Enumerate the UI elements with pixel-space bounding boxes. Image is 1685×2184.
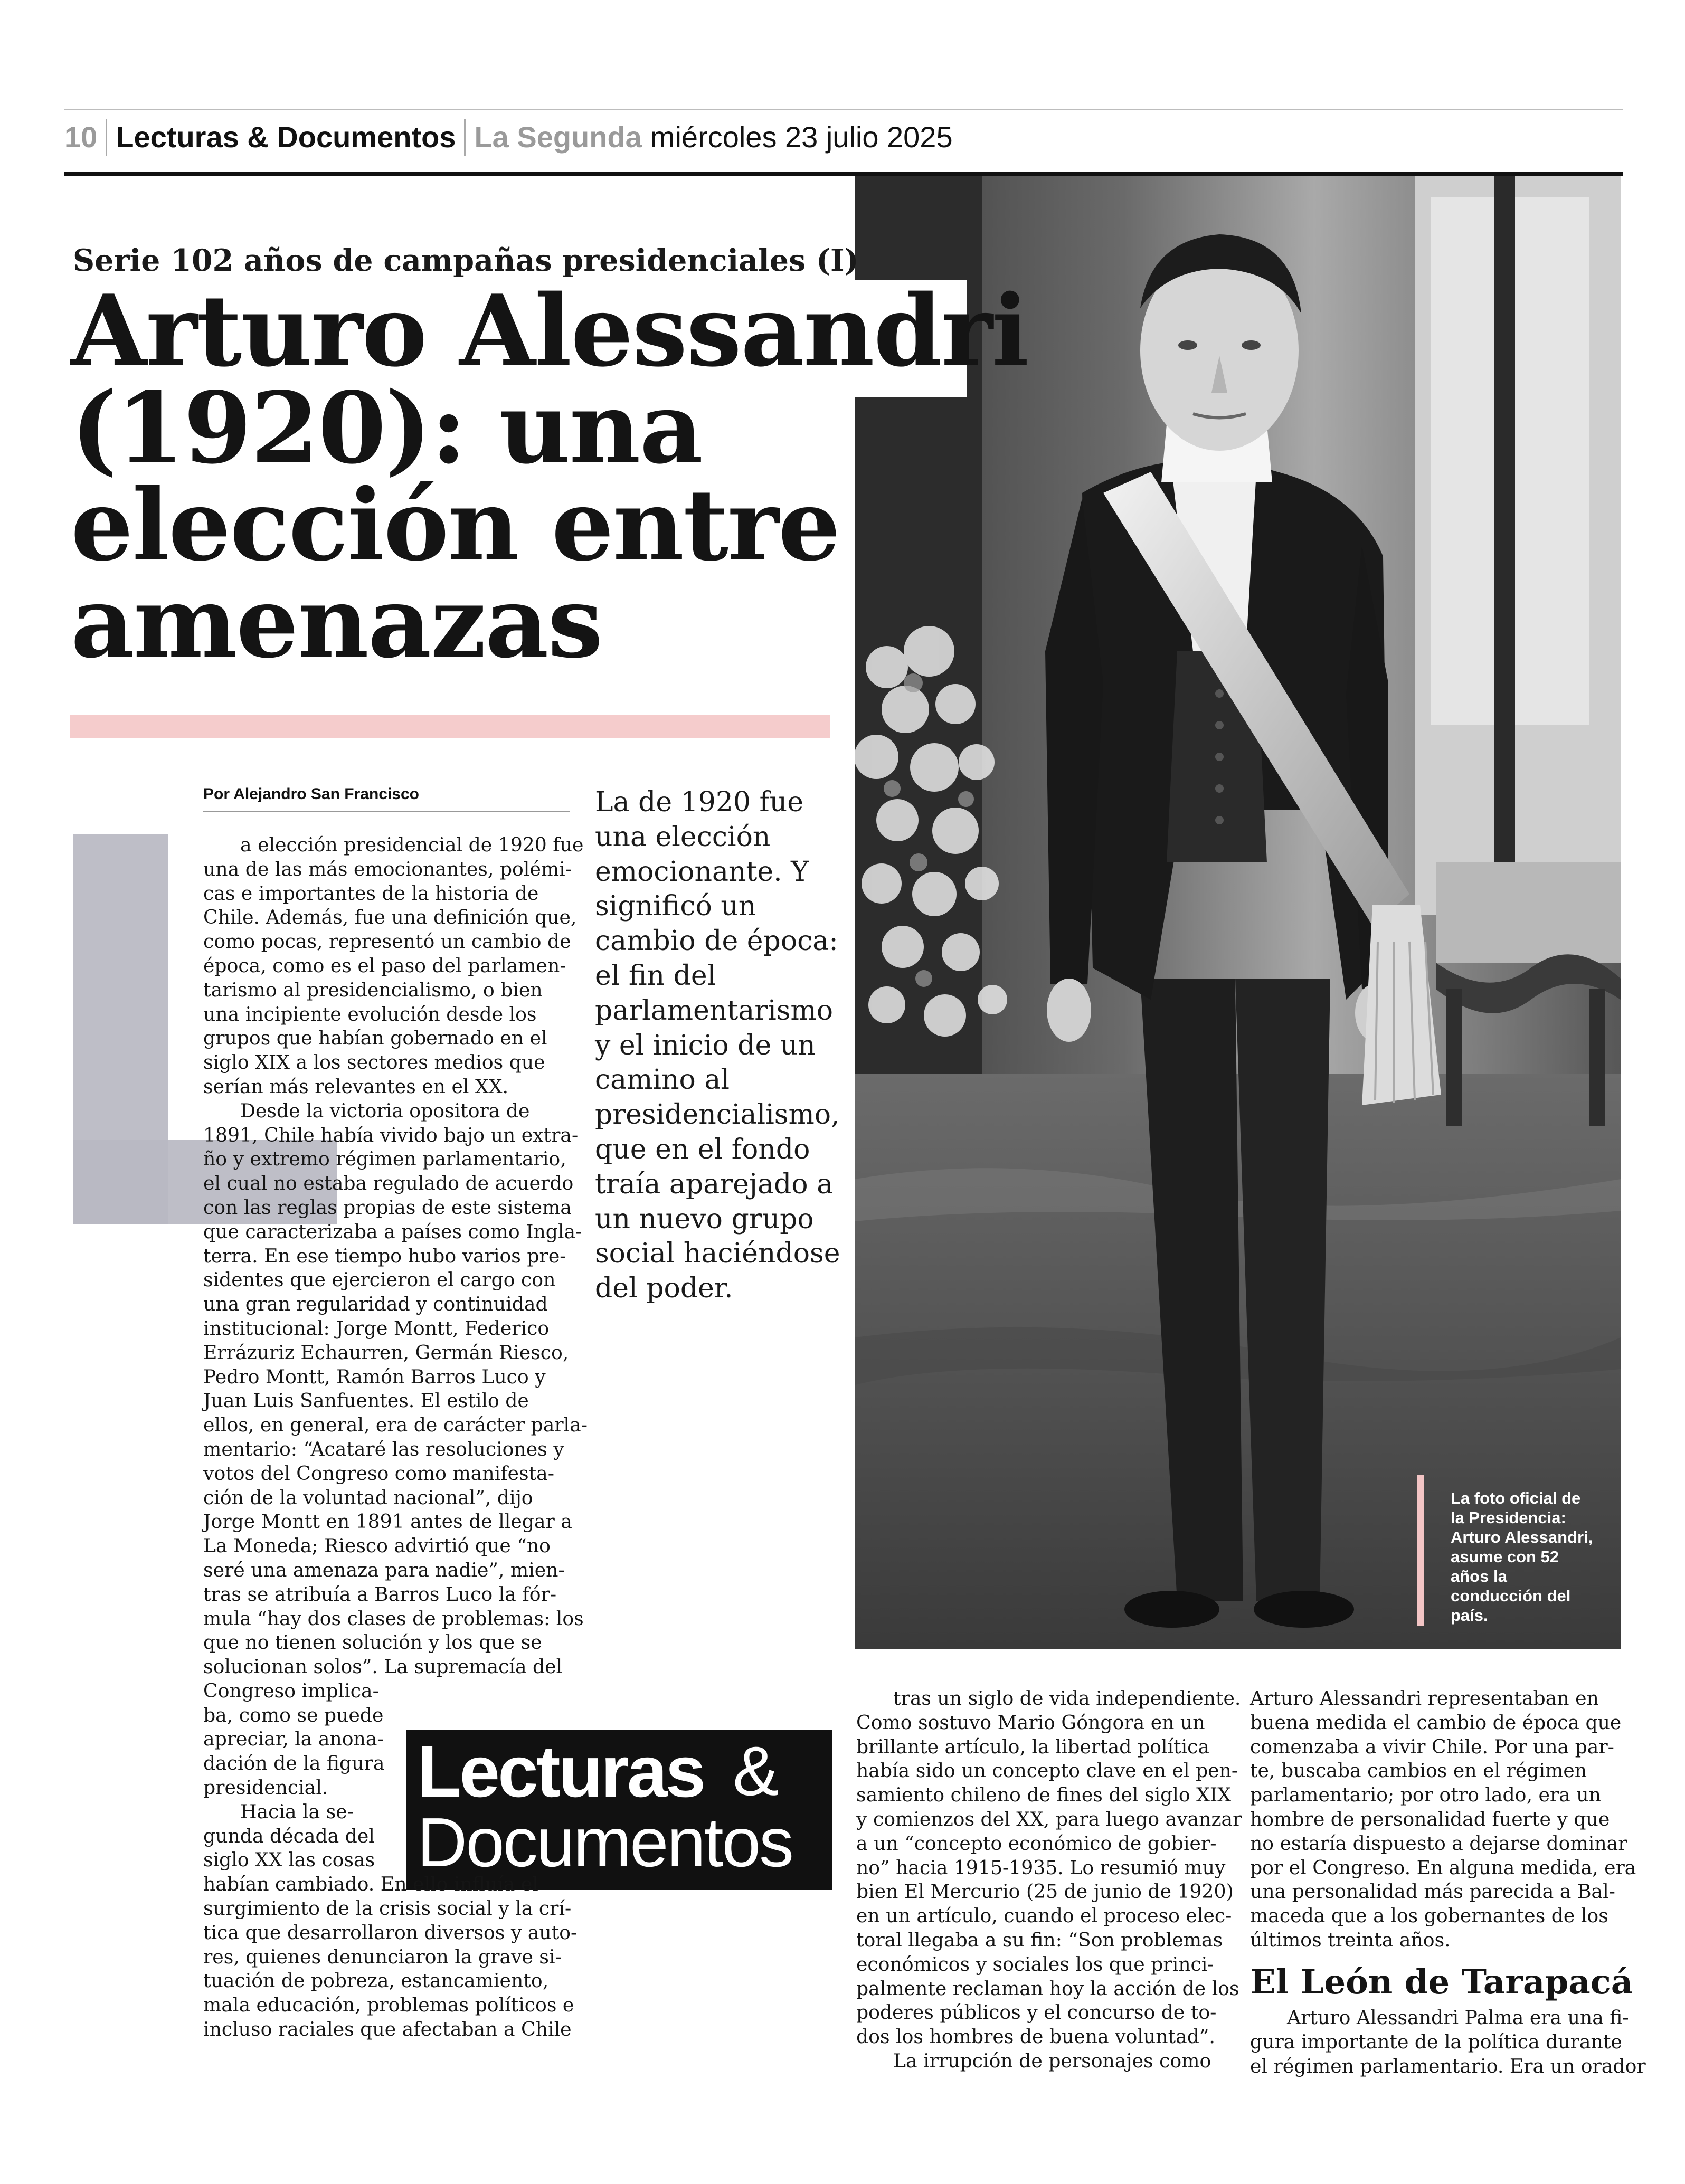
text-line: poderes públicos y el concurso de to-: [856, 2001, 1217, 2024]
text-line: ción de la voluntad nacional”, dijo: [203, 1486, 533, 1509]
caption-line: asume con 52: [1451, 1547, 1559, 1566]
headline-line: elección entre: [71, 467, 840, 583]
text-line: institucional: Jorge Montt, Federico: [203, 1316, 550, 1340]
article-kicker: Serie 102 años de campañas presidenciales (I): [73, 243, 859, 278]
caption-line: Arturo Alessandri,: [1451, 1528, 1593, 1546]
text-line: Arturo Alessandri Palma era una fi-: [1287, 2006, 1629, 2029]
text-line: terra. En ese tiempo hubo varios pre-: [203, 1244, 566, 1267]
header-divider: [106, 119, 107, 156]
paragraph: [203, 833, 588, 1099]
text-line: por el Congreso. En alguna medida, era: [1250, 1856, 1636, 1879]
section-name: Lecturas & Documentos: [116, 120, 456, 154]
pull-quote: [595, 785, 840, 1306]
photo-caption: [1451, 1488, 1617, 1625]
text-line: buena medida el cambio de época que: [1250, 1711, 1622, 1734]
caption-line: país.: [1451, 1606, 1488, 1625]
text-line: Arturo Alessandri representaban en: [1250, 1687, 1599, 1710]
newspaper-name: La Segunda: [474, 120, 642, 154]
header-divider: [464, 119, 466, 156]
caption-line: La foto oficial de: [1451, 1489, 1581, 1507]
text-line: Jorge Montt en 1891 antes de llegar a: [203, 1510, 572, 1533]
text-line: parlamentario; por otro lado, era un: [1250, 1783, 1601, 1807]
text-line: maceda que a los gobernantes de los: [1250, 1904, 1608, 1927]
issue-date: miércoles 23 julio 2025: [650, 120, 953, 154]
text-line: grupos que habían gobernado en el: [203, 1027, 547, 1050]
text-line: tras se atribuía a Barros Luco la fór-: [203, 1582, 557, 1606]
text-line: solucionan solos”. La supremacía del: [203, 1655, 563, 1678]
text-line: te, buscaba cambios en el régimen: [1250, 1759, 1587, 1782]
text-line: del poder.: [595, 1273, 733, 1305]
text-line: mentario: “Acataré las resoluciones y: [203, 1437, 564, 1460]
paragraph: [203, 1800, 588, 2041]
text-line: tuación de pobreza, estancamiento,: [203, 1969, 549, 1992]
section-logo-word-2: Documentos: [417, 1803, 793, 1881]
text-line: Chile. Además, fue una definición que,: [203, 906, 577, 929]
article-column-4-continued: [1250, 2006, 1646, 2078]
president-portrait-illustration: [855, 176, 1621, 1649]
text-line: Pedro Montt, Ramón Barros Luco y: [203, 1365, 546, 1388]
text-line: 1891, Chile había vivido bajo un extra-: [203, 1123, 579, 1146]
text-line: una personalidad más parecida a Bal-: [1250, 1880, 1615, 1903]
text-line: res, quienes denunciaron la grave si-: [203, 1945, 562, 1968]
headline-accent-bar: [70, 715, 830, 738]
text-line: gura importante de la política durante: [1250, 2030, 1622, 2053]
text-line: La Moneda; Riesco advirtió que “no: [203, 1534, 551, 1558]
section-logo-word-1: Lecturas: [417, 1731, 704, 1812]
text-line: y comienzos del XX, para luego avanzar: [856, 1807, 1242, 1830]
text-line: a un “concepto económico de gobier-: [856, 1831, 1217, 1855]
page-header: [64, 120, 953, 154]
text-line: no estaría dispuesto a dejarse dominar: [1250, 1831, 1627, 1855]
text-line: económicos y sociales los que princi-: [856, 1952, 1214, 1976]
text-line: serían más relevantes en el XX.: [203, 1075, 509, 1098]
text-line: hombre de personalidad fuerte y que: [1250, 1807, 1610, 1830]
caption-accent-bar: [1417, 1475, 1424, 1626]
text-line: una incipiente evolución desde los: [203, 1002, 537, 1025]
page-number: 10: [64, 120, 98, 154]
header-bottom-rule: [64, 172, 1623, 176]
text-line: presidencialismo,: [595, 1099, 840, 1131]
text-line: ño y extremo régimen parlamentario,: [203, 1147, 566, 1171]
section-logo-ampersand: &: [733, 1732, 780, 1810]
text-line: comenzaba a vivir Chile. Por una par-: [1250, 1735, 1614, 1758]
byline: Por Alejandro San Francisco: [203, 785, 419, 803]
text-line: siglo XX las cosas: [203, 1848, 375, 1872]
text-line: tica que desarrollaron diversos y auto-: [203, 1921, 578, 1944]
text-line: no” hacia 1915-1935. Lo resumió muy: [856, 1856, 1226, 1879]
text-line: mala educación, problemas políticos e: [203, 1993, 574, 2017]
text-line: últimos treinta años.: [1250, 1928, 1451, 1951]
text-line: emocionante. Y: [595, 856, 809, 888]
paragraph: [856, 1686, 1242, 2049]
text-line: una elección: [595, 821, 771, 853]
text-line: como pocas, representó un cambio de: [203, 930, 571, 953]
text-line: presidencial.: [203, 1776, 328, 1799]
text-line: palmente reclaman hoy la acción de los: [856, 1977, 1239, 2000]
text-line: una gran regularidad y continuidad: [203, 1293, 548, 1316]
text-line: gunda década del: [203, 1824, 375, 1847]
text-line: a elección presidencial de 1920 fue: [240, 833, 584, 856]
text-line: traía aparejado a: [595, 1168, 834, 1200]
article-subhead: El León de Tarapacá: [1250, 1962, 1633, 2002]
caption-line: años la: [1451, 1567, 1507, 1585]
text-line: votos del Congreso como manifesta-: [203, 1461, 554, 1485]
text-line: dación de la figura: [203, 1752, 385, 1775]
text-line: sidentes que ejercieron el cargo con: [203, 1268, 556, 1292]
text-line: mula “hay dos clases de problemas: los: [203, 1607, 584, 1630]
text-line: Desde la victoria opositora de: [240, 1099, 530, 1122]
text-line: significó un: [595, 890, 756, 923]
text-line: ellos, en general, era de carácter parla-: [203, 1413, 588, 1437]
text-line: el fin del: [595, 960, 716, 992]
text-line: La irrupción de personajes como: [893, 2049, 1211, 2072]
text-line: Errázuriz Echaurren, Germán Riesco,: [203, 1341, 569, 1364]
text-line: con las reglas propias de este sistema: [203, 1195, 572, 1219]
text-line: que en el fondo: [595, 1133, 810, 1165]
article-column-4: [1250, 1686, 1636, 1952]
article-column-1: [203, 833, 588, 2041]
text-line: Juan Luis Sanfuentes. El estilo de: [203, 1389, 529, 1412]
text-line: había sido un concepto clave en el pen-: [856, 1759, 1238, 1782]
text-line: apreciar, la anona-: [203, 1727, 384, 1751]
text-line: el régimen parlamentario. Era un orador: [1250, 2054, 1646, 2077]
text-line: siglo XIX a los sectores medios que: [203, 1051, 545, 1074]
text-line: una de las más emocionantes, polémi-: [203, 857, 572, 880]
text-line: ba, como se puede: [203, 1703, 384, 1726]
byline-rule: [203, 811, 570, 812]
text-line: un nuevo grupo: [595, 1203, 814, 1235]
article-column-3: [856, 1686, 1242, 2073]
text-line: camino al: [595, 1064, 730, 1096]
article-headline: [71, 273, 1028, 680]
text-line: que no tienen solución y los que se: [203, 1631, 542, 1654]
text-line: Hacia la se-: [240, 1800, 354, 1823]
text-line: Congreso implica-: [203, 1679, 379, 1702]
text-line: que caracterizaba a países como Ingla-: [203, 1220, 582, 1243]
text-line: dos los hombres de buena voluntad”.: [856, 2025, 1215, 2048]
headline-line: Arturo Alessandri: [71, 273, 1028, 388]
text-line: Como sostuvo Mario Góngora en un: [856, 1711, 1205, 1734]
text-line: seré una amenaza para nadie”, mien-: [203, 1558, 565, 1581]
text-line: tras un siglo de vida independiente.: [893, 1687, 1241, 1710]
text-line: brillante artículo, la libertad política: [856, 1735, 1209, 1758]
text-line: samiento chileno de fines del siglo XIX: [856, 1783, 1231, 1807]
text-line: parlamentarismo: [595, 994, 834, 1027]
text-line: y el inicio de un: [595, 1029, 816, 1061]
text-line: cas e importantes de la historia de: [203, 881, 539, 905]
article-photo: [855, 176, 1621, 1649]
caption-line: la Presidencia:: [1451, 1508, 1566, 1527]
text-line: el cual no estaba regulado de acuerdo: [203, 1172, 574, 1195]
text-line: cambio de época:: [595, 925, 838, 957]
text-line: incluso raciales que afectaban a Chile: [203, 2018, 572, 2041]
text-line: habían cambiado. En ello influía el: [203, 1873, 538, 1896]
paragraph: [856, 2049, 1242, 2073]
text-line: época, como es el paso del parlamen-: [203, 954, 566, 977]
text-line: tarismo al presidencialismo, o bien: [203, 978, 543, 1001]
text-line: surgimiento de la crisis social y la crí-: [203, 1897, 572, 1920]
headline-line: amenazas: [71, 564, 602, 680]
header-top-rule: [64, 109, 1623, 110]
text-line: La de 1920 fue: [595, 786, 804, 818]
headline-line: (1920): una: [71, 370, 703, 486]
text-line: toral llegaba a su fin: “Son problemas: [856, 1928, 1223, 1951]
text-line: social haciéndose: [595, 1238, 840, 1270]
paragraph: [203, 1099, 588, 1800]
text-line: en un artículo, cuando el proceso elec-: [856, 1904, 1232, 1927]
caption-line: conducción del: [1451, 1587, 1571, 1605]
text-line: bien El Mercurio (25 de junio de 1920): [856, 1880, 1234, 1903]
